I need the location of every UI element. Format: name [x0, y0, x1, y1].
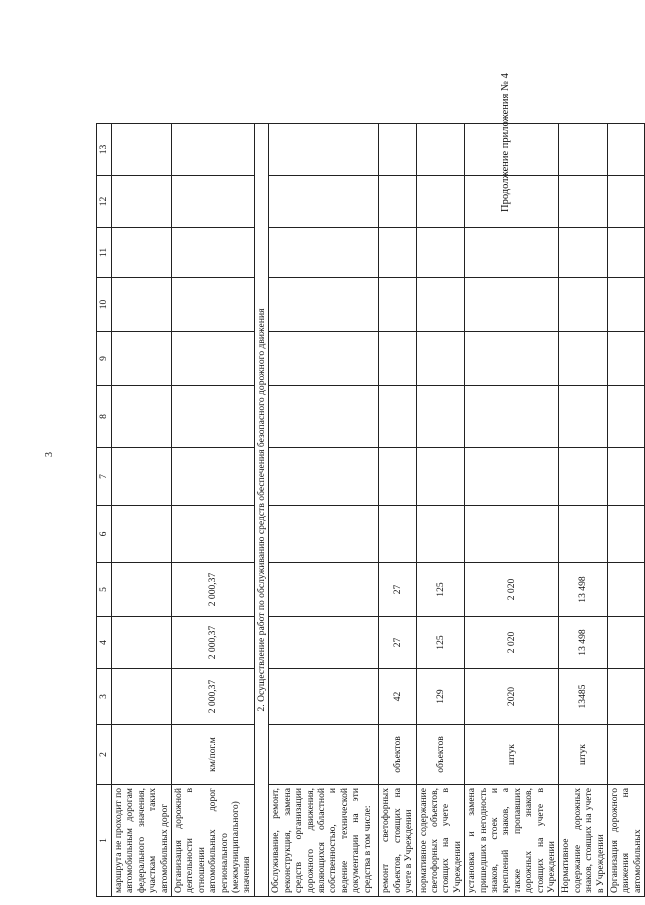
- col-num-12: 12: [97, 176, 112, 228]
- value-cell: [112, 669, 172, 725]
- table-row: [269, 124, 379, 897]
- value-cell: 2 000,37: [172, 617, 255, 669]
- table-row: [465, 124, 559, 897]
- row-description: Организация дорожного движения на автомобильных: [608, 785, 645, 897]
- value-cell: [269, 617, 379, 669]
- value-cell: 2 020: [465, 617, 559, 669]
- value-cell: [608, 563, 645, 617]
- unit-cell: км/пог.м: [172, 725, 255, 785]
- row-description: установка и замена пришедших в негодность знаков, стоек и креплений знаков, а также пропавших дорожных знаков, стоящих на учете в Учреждении: [465, 785, 559, 897]
- table-row: [379, 124, 416, 897]
- row-description: маршрута не проходит по автомобильным дорогам федерального значения, участкам таких автомобильных дорог: [112, 785, 172, 897]
- value-cell: 42: [379, 669, 416, 725]
- value-cell: [608, 669, 645, 725]
- col-num-8: 8: [97, 386, 112, 448]
- page-number: 3: [44, 452, 55, 457]
- col-num-10: 10: [97, 278, 112, 332]
- col-num-9: 9: [97, 332, 112, 386]
- value-cell: 125: [416, 617, 465, 669]
- value-cell: 125: [416, 563, 465, 617]
- section-row: [254, 124, 268, 897]
- section-title: 2. Осуществление работ по обслуживанию средств обеспечения безопасного дорожного движения: [254, 124, 268, 897]
- col-num-5: 5: [97, 563, 112, 617]
- value-cell: 2020: [465, 669, 559, 725]
- value-cell: 27: [379, 617, 416, 669]
- row-description: Обслуживание, ремонт, реконструкция, замена средств организации дорожного движения, являющихся областной собственностью, и ведение технической документации на эти средства в том числе:: [269, 785, 379, 897]
- col-num-7: 7: [97, 448, 112, 506]
- row-description: ремонт светофорных объектов, стоящих на учете в Учреждении: [379, 785, 416, 897]
- continuation-header: Продолжение приложения № 4: [500, 73, 511, 212]
- col-num-11: 11: [97, 228, 112, 278]
- table-row: [416, 124, 465, 897]
- value-cell: [112, 617, 172, 669]
- col-num-13: 13: [97, 124, 112, 176]
- table-row: [172, 124, 255, 897]
- col-num-4: 4: [97, 617, 112, 669]
- col-num-2: 2: [97, 725, 112, 785]
- col-num-3: 3: [97, 669, 112, 725]
- value-cell: 13 498: [559, 563, 608, 617]
- row-description: нормативное содержание светофорных объектов, стоящих на учете в Учреждении: [416, 785, 465, 897]
- unit-cell: [608, 725, 645, 785]
- value-cell: 13 498: [559, 617, 608, 669]
- unit-cell: [112, 725, 172, 785]
- unit-cell: штук: [559, 725, 608, 785]
- value-cell: 129: [416, 669, 465, 725]
- table-row: [559, 124, 608, 897]
- col-num-1: 1: [97, 785, 112, 897]
- unit-cell: [269, 725, 379, 785]
- plan-table: [96, 123, 645, 897]
- row-description: Организация дорожной деятельности в отношении автомобильных дорог регионального (межмуниципального) значения: [172, 785, 255, 897]
- value-cell: 2 000,37: [172, 669, 255, 725]
- row-description: Нормативное содержание дорожных знаков, стоящих на учете в Учреждении: [559, 785, 608, 897]
- unit-cell: объектов: [416, 725, 465, 785]
- unit-cell: объектов: [379, 725, 416, 785]
- value-cell: 2 000,37: [172, 563, 255, 617]
- value-cell: [269, 563, 379, 617]
- value-cell: [608, 617, 645, 669]
- value-cell: [269, 669, 379, 725]
- unit-cell: штук: [465, 725, 559, 785]
- table-row: [112, 124, 172, 897]
- value-cell: 2 020: [465, 563, 559, 617]
- value-cell: [112, 563, 172, 617]
- column-number-row: [97, 124, 112, 897]
- value-cell: 13485: [559, 669, 608, 725]
- value-cell: 27: [379, 563, 416, 617]
- col-num-6: 6: [97, 506, 112, 563]
- table-row: [608, 124, 645, 897]
